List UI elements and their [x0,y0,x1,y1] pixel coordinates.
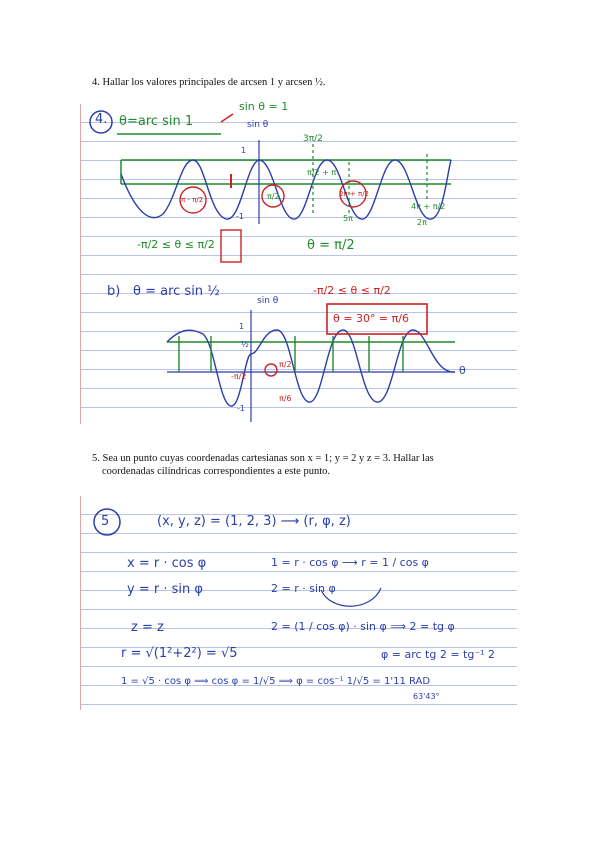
degrees-result: 63'43° [413,692,440,701]
problem-5-line-1: 5. Sea un punto cuyas coordenadas cartesianas son x = 1; y = 2 y z = 3. Hallar las [92,453,434,464]
handwritten-notes-problem-5 [80,496,517,710]
interval-highlight-box [221,230,241,262]
theta-definition-a: θ=arc sin 1 [119,114,194,129]
axis-label-b: sin θ [257,296,279,306]
label-b-pi2: π/2 [279,360,292,369]
red-arrow [221,114,233,122]
coordinate-mapping: (x, y, z) = (1, 2, 3) ⟶ (r, φ, z) [157,514,351,529]
axis-label-sin-theta: sin θ [247,120,269,130]
label-b-minus-one: -1 [237,404,245,413]
label-one: 1 [241,146,247,155]
result-b: θ = 30° = π/6 [333,312,409,325]
final-computation: 1 = √5 · cos φ ⟹ cos φ = 1/√5 ⟹ φ = cos⁻¹ 1/√5 = 1'11 RAD [121,676,431,687]
label-b-one: 1 [239,322,245,331]
circled-pi2: π/2 [267,192,280,201]
problem-5-statement [92,452,532,478]
z-equation: z = z [131,620,164,635]
label-b-theta-axis: θ [459,364,466,377]
problem-number-5: 5 [101,514,110,529]
result-a: θ = π/2 [307,238,355,253]
label-4pi-plus-pi2: 4π + π/2 [411,202,446,211]
graph-a-sine-curve [121,160,451,219]
label-b-minus-pi2: -π/2 [231,372,247,381]
label-pi2-plus-pi: π/2 + π [307,168,337,177]
circled-pi-minus-pi2: π - π/2 [181,196,204,204]
handwritten-notes-problem-4 [80,100,517,424]
x-equation: x = r · cos φ [127,556,207,571]
step-2: 2 = r · sin φ [271,582,336,595]
label-5pi: 5π [343,214,353,223]
label-minus-one: -1 [236,212,244,221]
interval-a: -π/2 ≤ θ ≤ π/2 [137,238,215,251]
label-3pi-2: 3π/2 [303,134,323,144]
problem-4-statement: 4. Hallar los valores principales de arcsen 1 y arcsen ½. [92,77,326,88]
phi-equation: φ = arc tg 2 = tg⁻¹ 2 [381,648,496,661]
circled-2pi-plus-pi2: 2π + π/2 [339,190,370,198]
label-b-pi6: π/6 [279,394,292,403]
r-equation: r = √(1²+2²) = √5 [121,646,238,661]
y-equation: y = r · sin φ [127,582,203,597]
step-3: 2 = (1 / cos φ) · sin φ ⟹ 2 = tg φ [271,620,455,633]
part-b-label: b) [107,284,121,299]
step-1: 1 = r · cos φ ⟶ r = 1 / cos φ [271,556,429,569]
sine-equation: sin θ = 1 [239,100,289,113]
problem-5-line-2: coordenadas cilíndricas correspondientes a este punto. [102,466,331,477]
theta-definition-b: θ = arc sin ½ [133,284,220,299]
interval-b: -π/2 ≤ θ ≤ π/2 [313,284,391,297]
problem-number-4: 4. [95,112,108,127]
label-2pi: 2π [417,218,427,227]
sine-graphs [81,104,517,424]
label-b-half: ½ [241,340,249,349]
